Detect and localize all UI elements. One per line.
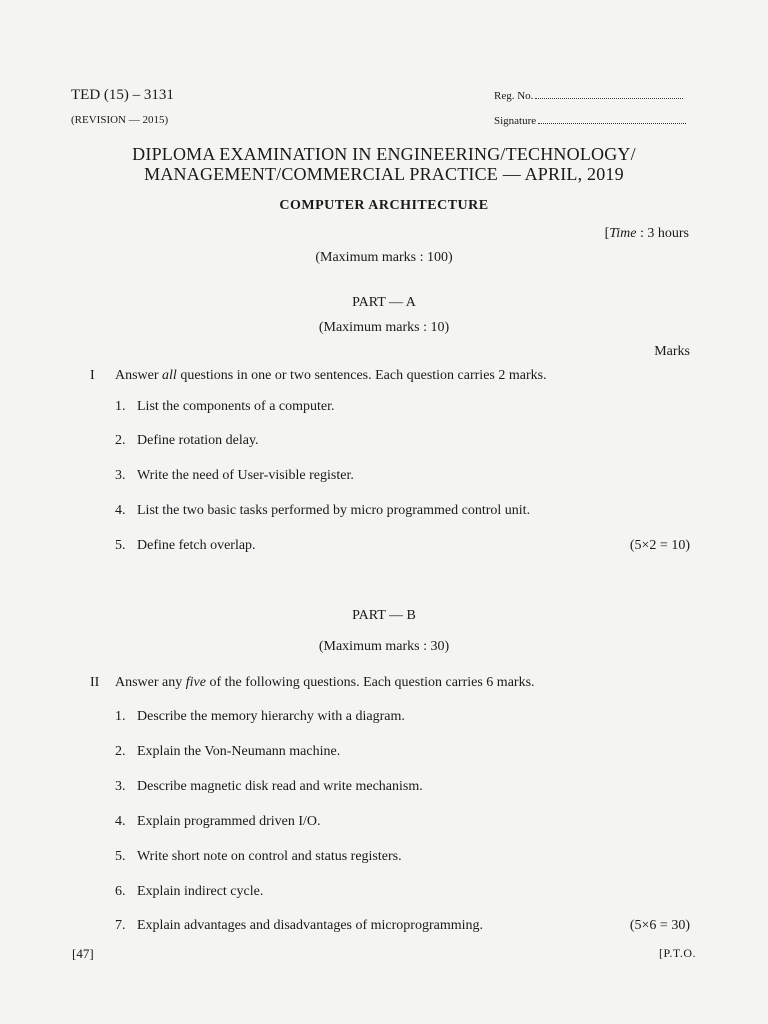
question [115, 468, 354, 484]
question-number: 3. [115, 468, 126, 483]
reg-no-field [494, 90, 683, 102]
exam-code: TED (15) – 3131 [71, 87, 174, 103]
instruction-emphasis: five [185, 675, 206, 690]
question-text: Explain indirect cycle. [137, 884, 264, 899]
question-text: Define fetch overlap. [137, 538, 256, 553]
part-a-instruction [115, 368, 547, 384]
reg-no-dotted-line [535, 98, 683, 99]
question-text: Describe the memory hierarchy with a diagram. [137, 709, 405, 724]
part-b-max-marks: (Maximum marks : 30) [318, 639, 450, 654]
question [115, 709, 405, 725]
section-number-i: I [90, 368, 95, 383]
section-number-ii: II [90, 675, 100, 690]
question-number: 1. [115, 709, 126, 724]
part-a-marks-allocation: (5×2 = 10) [629, 538, 690, 553]
question-text: List the two basic tasks performed by micro programmed control unit. [137, 503, 531, 518]
question-text: Write short note on control and status registers. [137, 849, 402, 864]
question-text: List the components of a computer. [137, 399, 335, 414]
question [115, 814, 321, 830]
page-code: [47] [72, 946, 94, 961]
time-bracket: [ [604, 226, 610, 241]
part-b-instruction [115, 675, 535, 691]
part-b-marks-allocation: (5×6 = 30) [629, 918, 690, 933]
question-number: 1. [115, 399, 126, 414]
exam-title-line2: MANAGEMENT/COMMERCIAL PRACTICE — APRIL, 2019 [144, 164, 624, 184]
please-turn-over: [P.T.O. [659, 946, 696, 960]
question [115, 744, 340, 760]
instruction-emphasis: all [162, 368, 177, 383]
question-number: 4. [115, 814, 126, 829]
revision-label: (REVISION — 2015) [71, 114, 169, 126]
question-text: Explain the Von-Neumann machine. [137, 744, 341, 759]
time-label: Time [609, 226, 637, 241]
maximum-marks: (Maximum marks : 100) [315, 250, 453, 265]
question [115, 399, 335, 415]
question-text: Define rotation delay. [137, 433, 259, 448]
question-text: Write the need of User-visible register. [137, 468, 354, 483]
question [115, 884, 263, 900]
part-b-heading: PART — B [352, 608, 416, 623]
signature-field [494, 115, 686, 127]
subject-title: COMPUTER ARCHITECTURE [279, 198, 489, 213]
question [115, 918, 483, 934]
question-number: 2. [115, 744, 126, 759]
instruction-text: questions in one or two sentences. Each question carries 2 marks. [176, 368, 547, 383]
marks-column-heading: Marks [654, 344, 690, 359]
question [115, 779, 423, 795]
question-number: 5. [115, 538, 126, 553]
question [115, 849, 402, 865]
question-number: 4. [115, 503, 126, 518]
reg-no-label: Reg. No. [494, 90, 534, 102]
question-text: Explain advantages and disadvantages of microprogramming. [137, 918, 484, 933]
question-number: 2. [115, 433, 126, 448]
question-number: 6. [115, 884, 126, 899]
signature-dotted-line [538, 123, 686, 124]
question-number: 7. [115, 918, 126, 933]
instruction-text: Answer any [115, 675, 186, 690]
time-value: : 3 hours [636, 226, 689, 241]
part-a-max-marks: (Maximum marks : 10) [318, 320, 450, 335]
exam-title-line1: DIPLOMA EXAMINATION IN ENGINEERING/TECHNOLOGY/ [132, 144, 636, 164]
question-number: 5. [115, 849, 126, 864]
question-text: Explain programmed driven I/O. [137, 814, 321, 829]
instruction-text: Answer [115, 368, 163, 383]
signature-label: Signature [494, 115, 537, 127]
time-allowed [605, 226, 689, 242]
instruction-text: of the following questions. Each question carries 6 marks. [205, 675, 535, 690]
question [115, 433, 259, 449]
question-number: 3. [115, 779, 126, 794]
question [115, 538, 256, 554]
question [115, 503, 530, 519]
part-a-heading: PART — A [352, 295, 416, 310]
question-text: Describe magnetic disk read and write mechanism. [137, 779, 423, 794]
